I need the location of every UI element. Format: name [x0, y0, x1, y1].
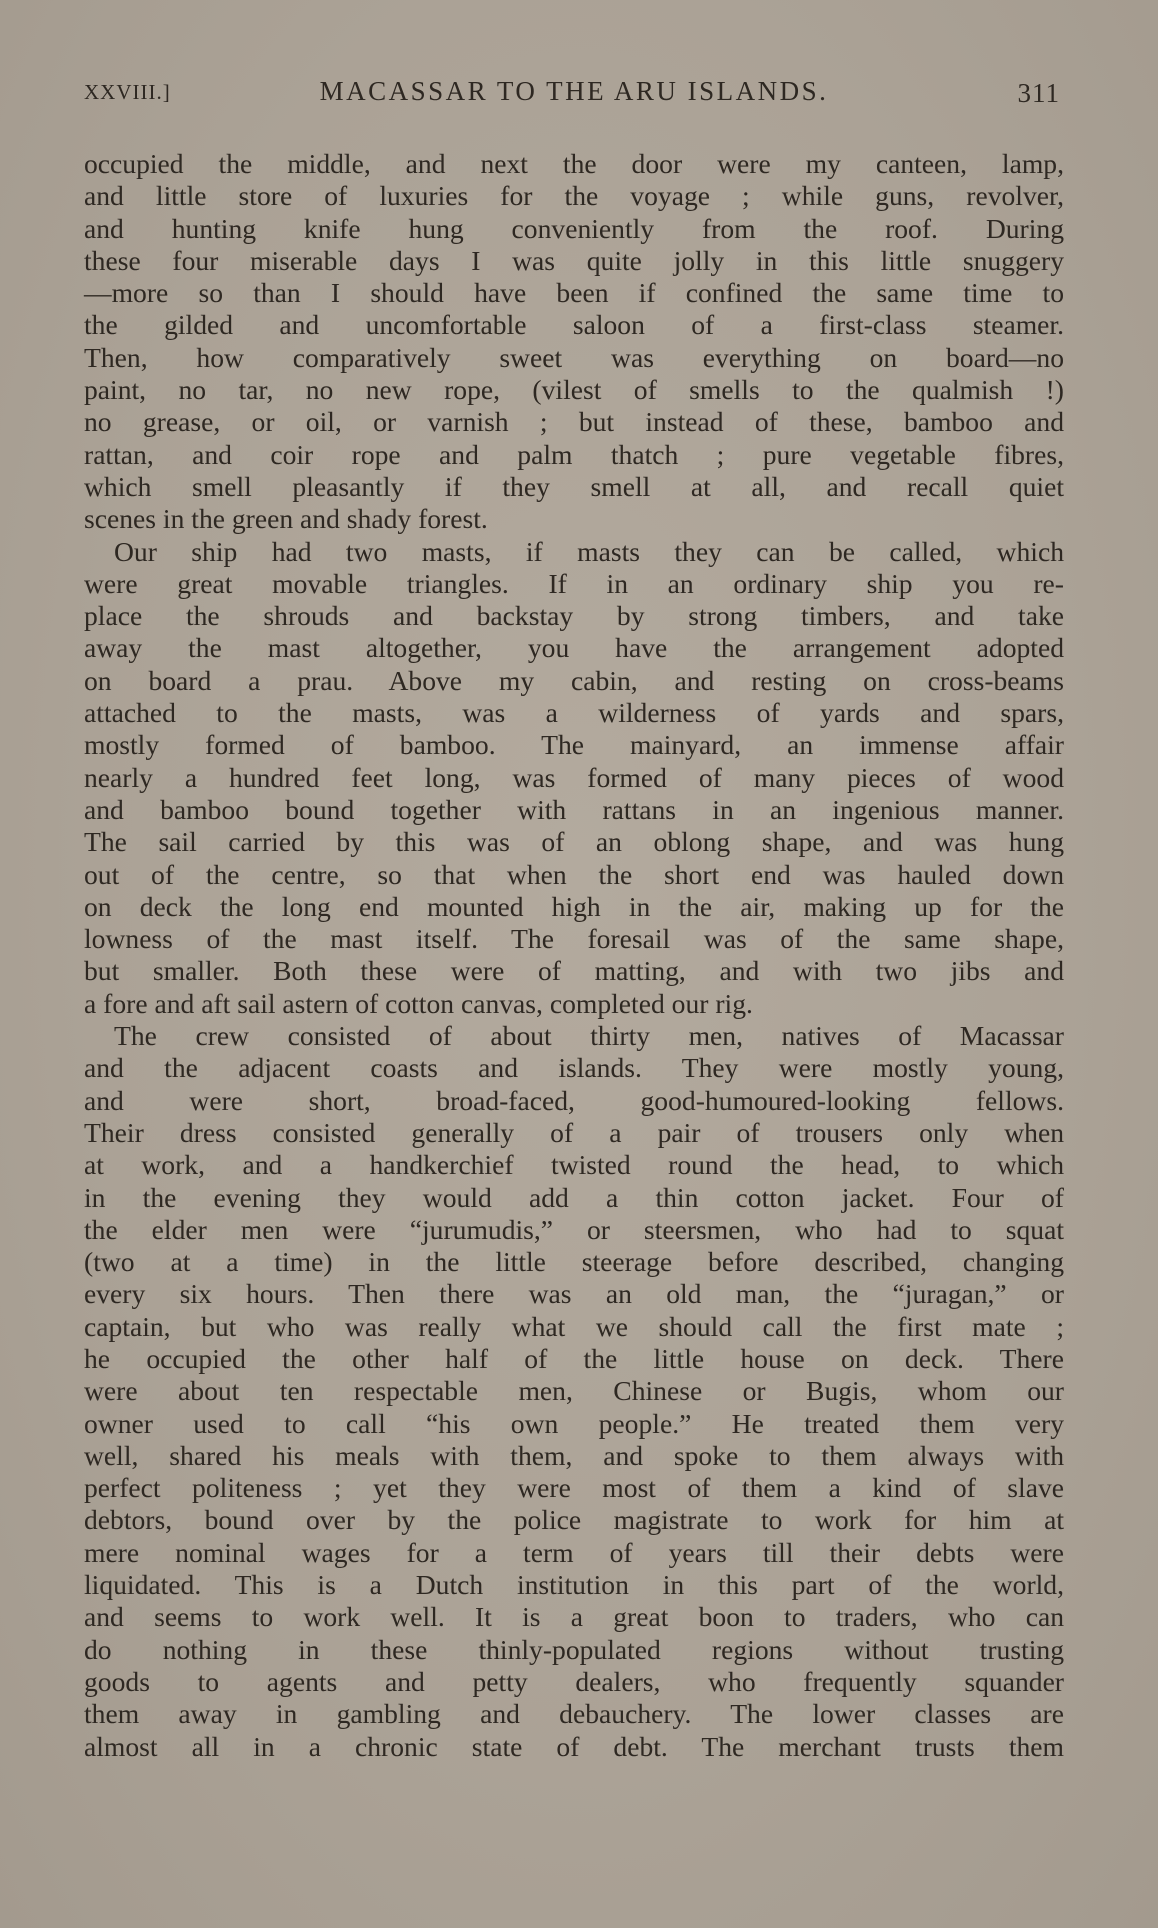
text-line: rattan, and coir rope and palm thatch ; pure vegetable fibres, [84, 438, 1064, 470]
text-line: owner used to call “his own people.” He treated them very [84, 1407, 1064, 1439]
text-line: and were short, broad-faced, good-humoured-looking fellows. [84, 1084, 1064, 1116]
text-line: do nothing in these thinly-populated regions without trusting [84, 1633, 1064, 1665]
text-line: lowness of the mast itself. The foresail was of the same shape, [84, 923, 1064, 955]
text-line: almost all in a chronic state of debt. The merchant trusts them [84, 1730, 1064, 1762]
text-line: place the shrouds and backstay by strong timbers, and take [84, 600, 1064, 632]
text-line: no grease, or oil, or varnish ; but instead of these, bamboo and [84, 406, 1064, 438]
text-line: perfect politeness ; yet they were most of them a kind of slave [84, 1472, 1064, 1504]
text-line: and bamboo bound together with rattans in an ingenious manner. [84, 793, 1064, 825]
text-line: mere nominal wages for a term of years till their debts were [84, 1536, 1064, 1568]
text-line: and little store of luxuries for the voyage ; while guns, revolver, [84, 180, 1064, 212]
text-line: these four miserable days I was quite jolly in this little snuggery [84, 244, 1064, 276]
text-line: were great movable triangles. If in an ordinary ship you re- [84, 567, 1064, 599]
text-line: (two at a time) in the little steerage before described, changing [84, 1246, 1064, 1278]
text-line: and seems to work well. It is a great boon to traders, who can [84, 1601, 1064, 1633]
text-line: liquidated. This is a Dutch institution in this part of the world, [84, 1569, 1064, 1601]
text-line: in the evening they would add a thin cotton jacket. Four of [84, 1181, 1064, 1213]
text-line: and the adjacent coasts and islands. They were mostly young, [84, 1052, 1064, 1084]
body-text [84, 148, 1064, 1763]
running-head [84, 76, 1064, 108]
text-line: were about ten respectable men, Chinese or Bugis, whom our [84, 1375, 1064, 1407]
text-line: scenes in the green and shady forest. [84, 503, 488, 535]
text-line: The sail carried by this was of an oblong shape, and was hung [84, 826, 1064, 858]
text-line: every six hours. Then there was an old man, the “juragan,” or [84, 1278, 1064, 1310]
text-line: out of the centre, so that when the short end was hauled down [84, 858, 1064, 890]
text-line: occupied the middle, and next the door were my canteen, lamp, [84, 148, 1064, 179]
text-line: goods to agents and petty dealers, who frequently squander [84, 1665, 1064, 1697]
text-line: paint, no tar, no new rope, (vilest of smells to the qualmish !) [84, 374, 1064, 406]
text-line: on board a prau. Above my cabin, and resting on cross-beams [84, 664, 1064, 696]
text-line: attached to the masts, was a wilderness of yards and spars, [84, 697, 1064, 729]
text-line: and hunting knife hung conveniently from the roof. During [84, 212, 1064, 244]
text-line: well, shared his meals with them, and spoke to them always with [84, 1439, 1064, 1471]
text-line: which smell pleasantly if they smell at all, and recall quiet [84, 470, 1064, 502]
text-line: —more so than I should have been if confined the same time to [84, 277, 1064, 309]
text-line: a fore and aft sail astern of cotton canvas, completed our rig. [84, 987, 753, 1019]
text-line: captain, but who was really what we should call the first mate ; [84, 1310, 1064, 1342]
page-number: 311 [1017, 78, 1060, 108]
text-line: them away in gambling and debauchery. The lower classes are [84, 1698, 1064, 1730]
text-line: Our ship had two masts, if masts they can be called, which [114, 535, 1064, 567]
text-line: The crew consisted of about thirty men, natives of Macassar [114, 1020, 1064, 1052]
text-line: but smaller. Both these were of matting, and with two jibs and [84, 955, 1064, 987]
text-line: at work, and a handkerchief twisted round the head, to which [84, 1149, 1064, 1181]
chapter-number: XXVIII.] [84, 80, 171, 104]
text-line: away the mast altogether, you have the arrangement adopted [84, 632, 1064, 664]
text-line: debtors, bound over by the police magistrate to work for him at [84, 1504, 1064, 1536]
text-line: the gilded and uncomfortable saloon of a first-class steamer. [84, 309, 1064, 341]
text-line: the elder men were “jurumudis,” or steersmen, who had to squat [84, 1213, 1064, 1245]
text-line: on deck the long end mounted high in the air, making up for the [84, 890, 1064, 922]
text-line: Then, how comparatively sweet was everything on board—no [84, 341, 1064, 373]
text-line: Their dress consisted generally of a pair of trousers only when [84, 1116, 1064, 1148]
text-line: nearly a hundred feet long, was formed of many pieces of wood [84, 761, 1064, 793]
text-line: he occupied the other half of the little house on deck. There [84, 1342, 1064, 1374]
text-line: mostly formed of bamboo. The mainyard, an immense affair [84, 729, 1064, 761]
running-title: MACASSAR TO THE ARU ISLANDS. [319, 76, 829, 106]
